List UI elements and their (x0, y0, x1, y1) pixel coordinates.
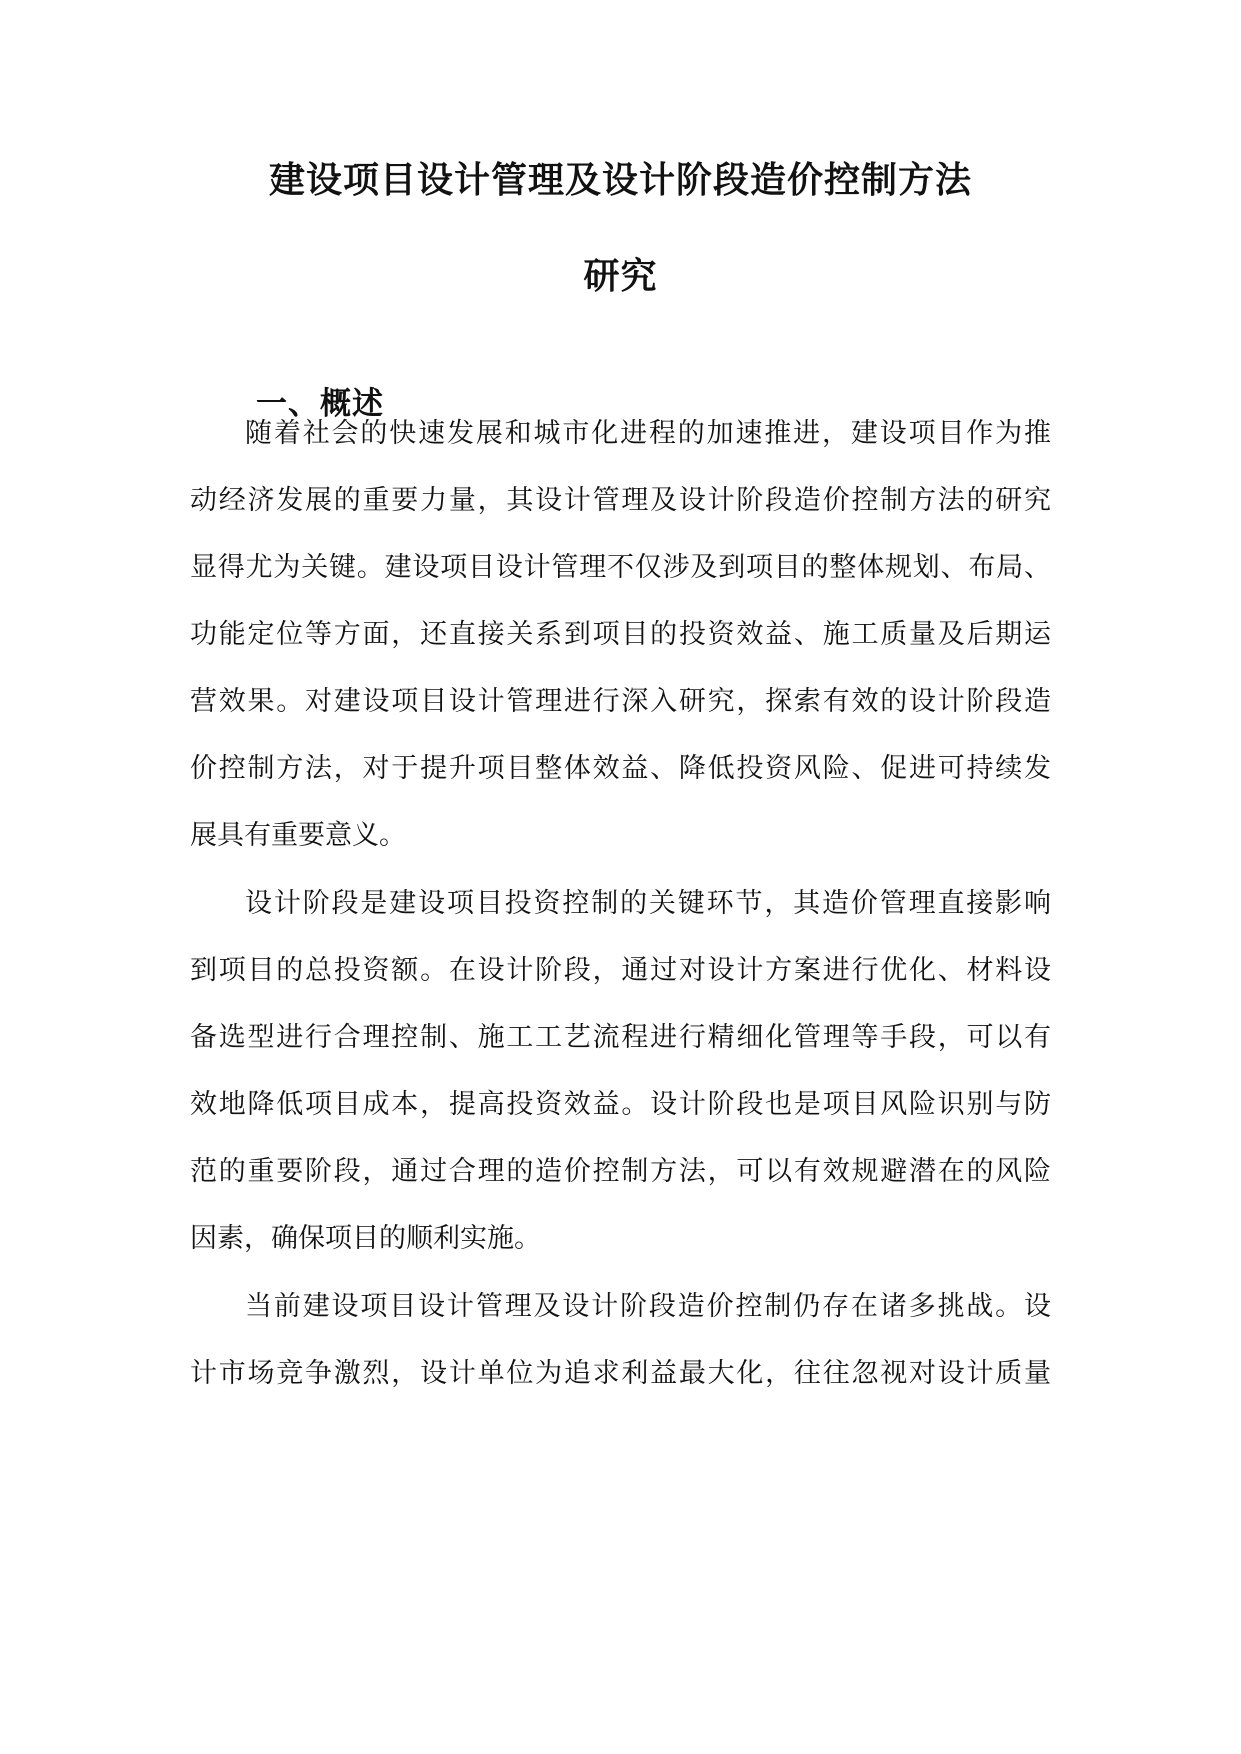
paragraph-line: 到项目的总投资额。在设计阶段，通过对设计方案进行优化、材料设 (190, 955, 1051, 986)
paragraph-line: 效地降低项目成本，提高投资效益。设计阶段也是项目风险识别与防 (190, 1089, 1051, 1120)
paragraph-line: 营效果。对建设项目设计管理进行深入研究，探索有效的设计阶段造 (190, 686, 1051, 717)
paragraph-line: 备选型进行合理控制、施工工艺流程进行精细化管理等手段，可以有 (190, 1022, 1051, 1053)
paragraph-line: 价控制方法，对于提升项目整体效益、降低投资风险、促进可持续发 (190, 753, 1051, 784)
paragraph-line: 功能定位等方面，还直接关系到项目的投资效益、施工质量及后期运 (190, 619, 1051, 650)
paragraph-line: 当前建设项目设计管理及设计阶段造价控制仍存在诸多挑战。设 (245, 1291, 1051, 1322)
paragraph-line: 设计阶段是建设项目投资控制的关键环节，其造价管理直接影响 (245, 888, 1051, 919)
document-title-line-2: 研究 (583, 255, 658, 297)
paragraph-line: 动经济发展的重要力量，其设计管理及设计阶段造价控制方法的研究 (190, 485, 1051, 516)
document-title-line-1: 建设项目设计管理及设计阶段造价控制方法 (268, 159, 972, 201)
paragraph-line: 计市场竞争激烈，设计单位为追求利益最大化，往往忽视对设计质量 (190, 1358, 1051, 1389)
paragraph-line: 随着社会的快速发展和城市化进程的加速推进，建设项目作为推 (245, 418, 1051, 449)
paragraph-line: 显得尤为关键。建设项目设计管理不仅涉及到项目的整体规划、布局、 (190, 552, 1051, 583)
paragraph-line: 展具有重要意义。 (190, 820, 406, 851)
section-heading-overview: 一、概述 (256, 386, 384, 422)
paragraph-line: 因素，确保项目的顺利实施。 (190, 1223, 541, 1254)
paragraph-line: 范的重要阶段，通过合理的造价控制方法，可以有效规避潜在的风险 (190, 1156, 1051, 1187)
